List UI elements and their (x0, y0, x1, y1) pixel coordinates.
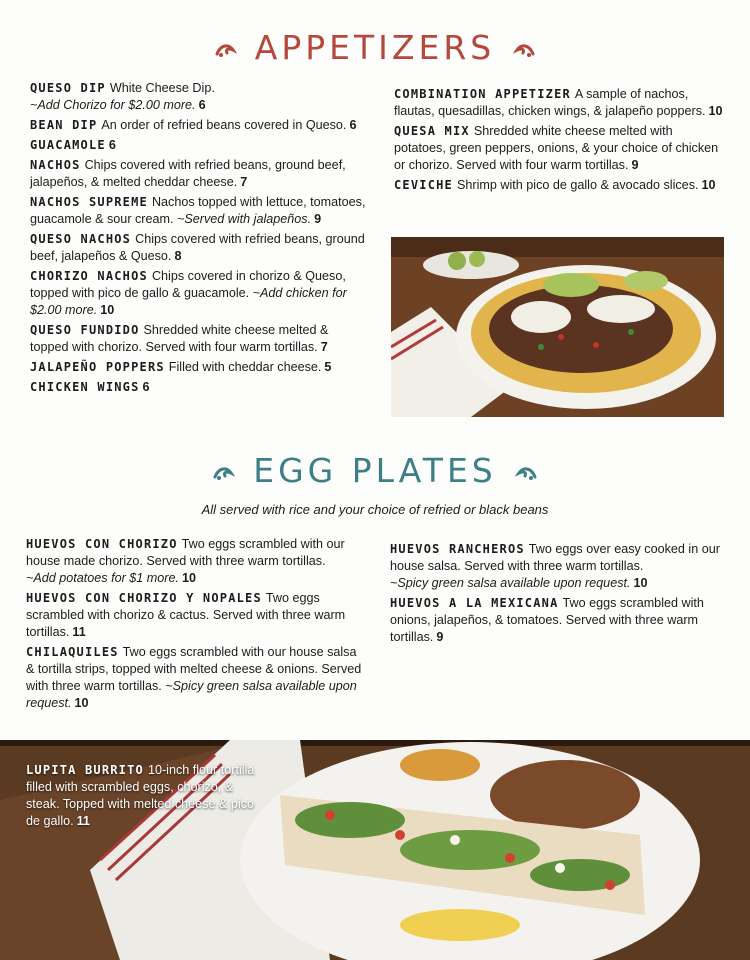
appetizers-right-column (394, 86, 726, 197)
menu-item: NACHOS Chips covered with refried beans, ground beef, jalapeños, & melted cheddar cheese. 7 (30, 158, 346, 189)
egg-plates-left-column (26, 536, 368, 715)
menu-item: NACHOS SUPREME Nachos topped with lettuce, tomatoes, guacamole & sour cream. ~Served with jalapeños. 9 (30, 195, 366, 226)
menu-item: HUEVOS A LA MEXICANA Two eggs scrambled with onions, jalapeños, & tomatoes. Served with three warm tortillas. 9 (390, 596, 704, 644)
menu-item: CHORIZO NACHOS Chips covered in chorizo & Queso, topped with pico de gallo & guacamole. ~Add chicken for $2.00 more. 10 (30, 269, 347, 317)
swirl-left-icon (215, 42, 237, 58)
menu-item: GUACAMOLE 6 (30, 138, 116, 152)
menu-item: CEVICHE Shrimp with pico de gallo & avocado slices. 10 (394, 178, 716, 192)
menu-item: CHILAQUILES Two eggs scrambled with our house salsa & tortilla strips, topped with melted cheese & onions. Served with three warm tortillas. ~Spicy green salsa available upon request. 10 (26, 645, 362, 710)
menu-item: QUESO DIP White Cheese Dip. ~Add Chorizo for $2.00 more. 6 (30, 81, 215, 112)
swirl-right-icon (515, 465, 537, 481)
nachos-photo (391, 237, 724, 417)
appetizers-title: APPETIZERS (254, 28, 496, 67)
appetizers-left-column (30, 80, 370, 399)
appetizers-heading (0, 28, 750, 67)
menu-item: HUEVOS CON CHORIZO Y NOPALES Two eggs scrambled with chorizo & cactus. Served with three warm tortillas. 11 (26, 591, 346, 639)
menu-item: BEAN DIP An order of refried beans covered in Queso. 6 (30, 118, 357, 132)
featured-item-desc: 10-inch flour tortilla filled with scrambled eggs, chorizo, & steak. Topped with melted cheese & pico de gallo. (26, 763, 255, 828)
swirl-left-icon (213, 465, 235, 481)
featured-item-name: LUPITA BURRITO (26, 763, 144, 777)
menu-item: COMBINATION APPETIZER A sample of nachos, flautas, quesadillas, chicken wings, & jalapeño poppers. 10 (394, 87, 723, 118)
menu-item: QUESA MIX Shredded white cheese melted with potatoes, green peppers, onions, & your choice of chicken or chorizo. Served with four warm tortillas. 9 (394, 124, 719, 172)
featured-item-price: 11 (76, 814, 90, 828)
egg-plates-heading (0, 451, 750, 490)
menu-item: QUESO NACHOS Chips covered with refried beans, ground beef, jalapeños & Queso. 8 (30, 232, 365, 263)
egg-plates-title: EGG PLATES (253, 451, 497, 490)
swirl-right-icon (513, 42, 535, 58)
menu-item: QUESO FUNDIDO Shredded white cheese melted & topped with chorizo. Served with four warm tortillas. 7 (30, 323, 329, 354)
menu-item: JALAPEÑO POPPERS Filled with cheddar cheese. 5 (30, 360, 332, 374)
menu-item: HUEVOS CON CHORIZO Two eggs scrambled with our house made chorizo. Served with three warm tortillas. ~Add potatoes for $1 more. 10 (26, 537, 345, 585)
menu-item: CHICKEN WINGS 6 (30, 380, 150, 394)
egg-plates-right-column (390, 541, 722, 649)
featured-item (26, 762, 256, 830)
menu-item: HUEVOS RANCHEROS Two eggs over easy cooked in our house salsa. Served with three warm tortillas. ~Spicy green salsa available upon request. 10 (390, 542, 720, 590)
egg-plates-subtitle: All served with rice and your choice of refried or black beans (201, 502, 549, 517)
